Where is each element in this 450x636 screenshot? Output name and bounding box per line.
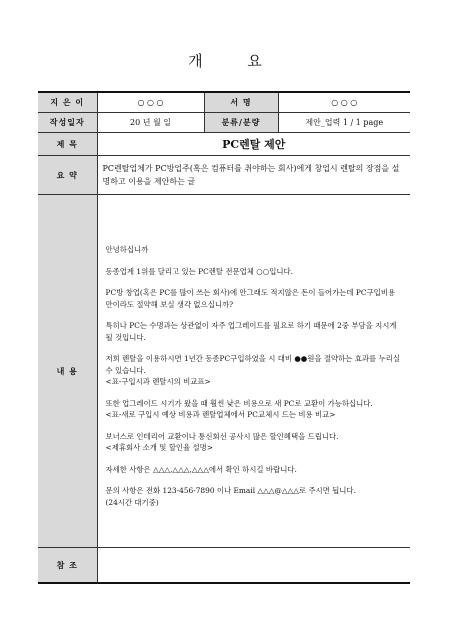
summary-row (38, 156, 410, 195)
subject-label: 제 목 (38, 133, 97, 156)
subject-value: PC렌탈 제안 (97, 133, 410, 156)
content-line: 동종업계 1위를 달리고 있는 PC렌탈 전문업체 ○○입니다. (105, 266, 293, 276)
content-line: (24시간 대기중) (105, 497, 159, 507)
author-label: 지 은 이 (38, 92, 97, 113)
content-line: 특히나 PC는 수명과는 상관없이 자주 업그레이드를 필요로 하기 때문에 2중 부담을 지시게 될 것입니다. (105, 321, 397, 342)
content-line: PC방 창업(혹은 PC를 많이 쓰는 회사)에 안그래도 적지않은 돈이 들어가는데 PC구입비용만이라도 절약해 보실 생각 없으십니까? (105, 288, 396, 309)
content-line: 문의 사항은 전화 123-456-7890 이나 Email △△△@△△△로 주시면 됩니다. (105, 486, 356, 495)
author-value: ○ ○ ○ (97, 92, 204, 113)
date-label: 작성일자 (38, 113, 97, 133)
content-line: <표-새로 구입시 예상 비용과 렌탈업체에서 PC교체시 드는 비용 비교> (105, 410, 336, 419)
date-value: 20 년 월 일 (97, 113, 204, 133)
content-label: 내 용 (38, 195, 97, 548)
content-line: 저희 렌탈을 이용하시면 1년간 동종PC구입하였을 시 대비 ●●원을 절약하는 효과를 누리실 수 있습니다. (105, 354, 400, 375)
proposal-form-table (38, 91, 410, 584)
content-line: <제휴회사 소개 및 할인율 설명> (105, 443, 213, 452)
category-label: 분류/분량 (204, 113, 278, 133)
signature-label: 서 명 (204, 92, 278, 113)
content-body (102, 224, 407, 508)
subject-row (38, 133, 410, 156)
reference-value (97, 548, 410, 584)
content-line: 안녕하십니까 (105, 245, 149, 254)
document-title: 개 요 (188, 52, 282, 70)
summary-value: PC렌탈업체가 PC방업주(혹은 컴퓨터를 취야하는 회사)에게 창업시 렌탈의 장점을 설명하고 이용을 제안하는 글 (97, 156, 410, 195)
summary-label: 요 약 (38, 156, 97, 195)
content-line: <표-구입시과 렌탈시의 비교표> (105, 377, 211, 386)
author-row (38, 92, 410, 113)
content-line: 자세한 사항은 △△△,△△△,△△△에서 확인 하시길 바랍니다. (105, 464, 297, 474)
content-row (38, 195, 410, 548)
content-line: 보너스로 인테리어 교환이나 통신회선 공사시 많은 할인혜택을 드립니다. (105, 431, 339, 441)
content-line: 또한 업그레이드 시기가 왔을 때 훨씬 낮은 비용으로 새 PC로 교환이 가능하십니다. (105, 398, 373, 408)
category-value: 제안_업력 1 / 1 page (278, 113, 410, 133)
signature-value: ○ ○ ○ (278, 92, 410, 113)
reference-label: 참 조 (38, 548, 97, 584)
content-cell (97, 195, 410, 548)
date-row (38, 113, 410, 133)
reference-row (38, 548, 410, 584)
